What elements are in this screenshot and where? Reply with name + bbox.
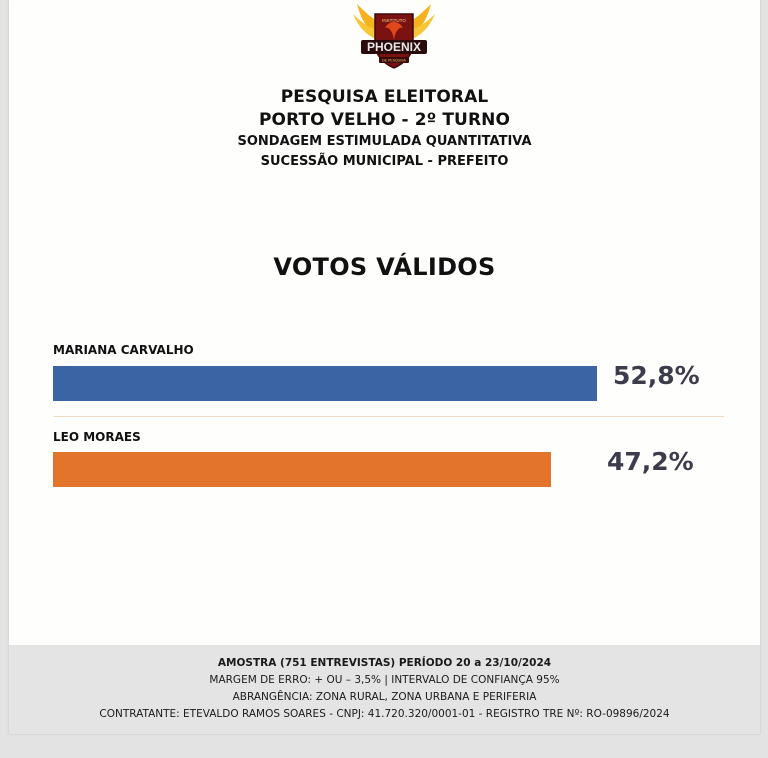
- methodology-footer: [9, 645, 760, 734]
- header-office: SUCESSÃO MUNICIPAL - PREFEITO: [260, 154, 509, 169]
- footer-contractor-registration: CONTRATANTE: ETEVALDO RAMOS SOARES - CNPJ: 41.720.320/0001-01 - REGISTRO TRE Nº: RO-09896/2024: [99, 708, 670, 720]
- logo-top-text: INSTITUTO: [382, 18, 406, 23]
- header-title: PESQUISA ELEITORAL: [280, 87, 489, 107]
- row-divider: [53, 416, 724, 417]
- bar-candidate-2: [53, 452, 551, 487]
- logo-bottom-text: DE PESQUISA: [382, 58, 406, 63]
- report-header: [9, 86, 760, 172]
- percentage-candidate-1: 52,8%: [613, 361, 700, 390]
- phoenix-logo-icon: [347, 0, 441, 72]
- header-city-round: PORTO VELHO - 2º TURNO: [258, 110, 511, 130]
- poll-card: [9, 0, 760, 734]
- bar-candidate-1: [53, 366, 597, 401]
- logo-name-text: PHOENIX: [366, 40, 422, 54]
- candidate-label-1: MARIANA CARVALHO: [53, 343, 194, 357]
- header-survey-type: SONDAGEM ESTIMULADA QUANTITATIVA: [237, 134, 532, 149]
- footer-margin-of-error: MARGEM DE ERRO: + OU – 3,5% | INTERVALO DE CONFIANÇA 95%: [209, 674, 560, 686]
- candidate-label-2: LEO MORAES: [53, 430, 141, 444]
- chart-title: VOTOS VÁLIDOS: [273, 253, 496, 281]
- footer-coverage: ABRANGÊNCIA: ZONA RURAL, ZONA URBANA E PERIFERIA: [232, 691, 537, 703]
- footer-sample: AMOSTRA (751 ENTREVISTAS) PERÍODO 20 a 23/10/2024: [217, 657, 552, 669]
- percentage-candidate-2: 47,2%: [607, 447, 694, 476]
